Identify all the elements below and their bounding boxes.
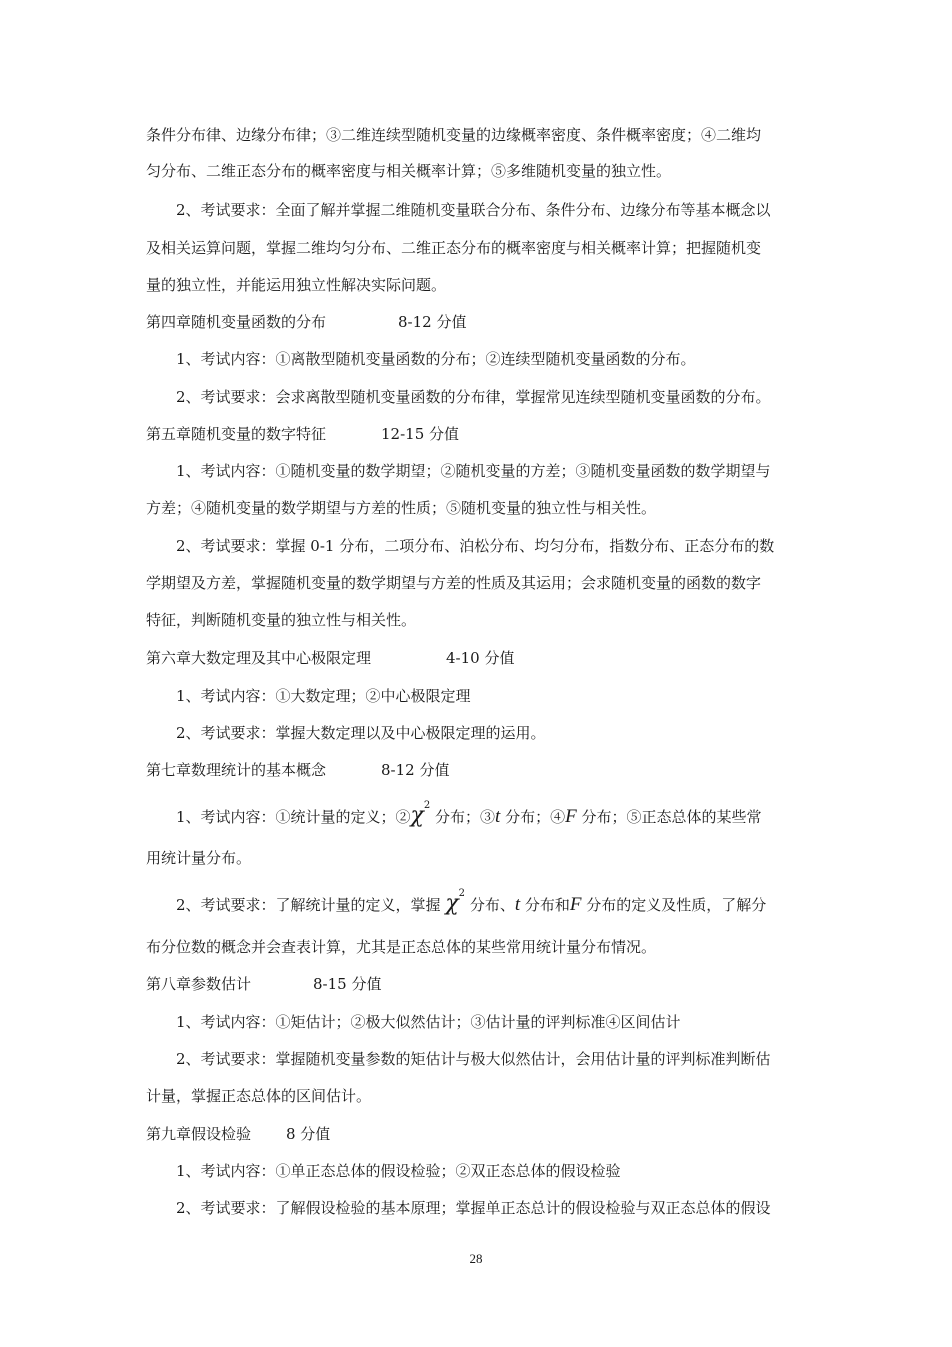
text-segment: 分布；④ <box>500 808 566 826</box>
body-line: 学期望及方差，掌握随机变量的数学期望与方差的性质及其运用；会求随机变量的函数的数字 <box>146 574 762 592</box>
body-line: 特征，判断随机变量的独立性与相关性。 <box>146 611 417 629</box>
text-segment: 分布的定义及性质，了解分 <box>581 896 767 914</box>
body-line: 布分位数的概念并会查表计算，尤其是正态总体的某些常用统计量分布情况。 <box>146 938 657 956</box>
body-line: 1、考试内容：①矩估计；②极大似然估计；③估计量的评判标准④区间估计 <box>176 1013 681 1031</box>
text-segment: 分布、 <box>465 896 515 914</box>
body-line: 2、考试要求：掌握 0-1 分布，二项分布、泊松分布、均匀分布，指数分布、正态分布的数 <box>176 537 775 555</box>
chapter-9-score: 8 分值 <box>286 1125 331 1143</box>
chi-symbol: χ <box>445 891 459 916</box>
body-line: 方差；④随机变量的数学期望与方差的性质；⑤随机变量的独立性与相关性。 <box>146 499 657 517</box>
body-line: 2、考试要求：掌握随机变量参数的矩估计与极大似然估计，会用估计量的评判标准判断估 <box>176 1050 771 1068</box>
body-line: 1、考试内容：①随机变量的数学期望；②随机变量的方差；③随机变量函数的数学期望与 <box>176 462 771 480</box>
chapter-4-title: 第四章随机变量函数的分布 <box>146 313 327 331</box>
body-line: 用统计量分布。 <box>146 849 252 867</box>
superscript: 2 <box>458 888 466 899</box>
text-segment: 分布；⑤正态总体的某些常 <box>576 808 762 826</box>
chapter-6-title: 第六章大数定理及其中心极限定理 <box>146 649 372 667</box>
body-line: 计量，掌握正态总体的区间估计。 <box>146 1087 372 1105</box>
chapter-7-score: 8-12 分值 <box>381 761 450 779</box>
chapter-4-score: 8-12 分值 <box>398 313 467 331</box>
chapter-9-title: 第九章假设检验 <box>146 1125 252 1143</box>
body-line: 1、考试内容：①离散型随机变量函数的分布；②连续型随机变量函数的分布。 <box>176 350 696 368</box>
f-symbol: F <box>569 894 582 915</box>
body-line-with-formula <box>176 800 762 828</box>
chapter-5-score: 12-15 分值 <box>381 425 460 443</box>
body-line: 2、考试要求：全面了解并掌握二维随机变量联合分布、条件分布、边缘分布等基本概念以 <box>176 201 771 219</box>
body-line: 1、考试内容：①单正态总体的假设检验；②双正态总体的假设检验 <box>176 1162 621 1180</box>
f-symbol: F <box>565 806 577 827</box>
body-line-with-formula <box>176 888 767 916</box>
body-line: 2、考试要求：掌握大数定理以及中心极限定理的运用。 <box>176 724 546 742</box>
superscript: 2 <box>423 800 431 811</box>
body-line: 条件分布律、边缘分布律；③二维连续型随机变量的边缘概率密度、条件概率密度；④二维均 <box>146 126 762 144</box>
body-line: 2、考试要求：会求离散型随机变量函数的分布律，掌握常见连续型随机变量函数的分布。 <box>176 388 771 406</box>
text-segment: 分布；③ <box>430 808 496 826</box>
text-segment: 2、考试要求：了解统计量的定义，掌握 <box>176 896 446 914</box>
body-line: 匀分布、二维正态分布的概率密度与相关概率计算；⑤多维随机变量的独立性。 <box>146 162 672 180</box>
chapter-8-score: 8-15 分值 <box>313 975 382 993</box>
chapter-6-score: 4-10 分值 <box>446 649 515 667</box>
chapter-5-title: 第五章随机变量的数字特征 <box>146 425 327 443</box>
t-symbol: t <box>514 894 521 915</box>
t-symbol: t <box>495 806 501 827</box>
chi-symbol: χ <box>410 803 424 828</box>
page-number: 28 <box>469 1251 483 1266</box>
text-segment: 1、考试内容：①统计量的定义；② <box>176 808 411 826</box>
body-line: 量的独立性，并能运用独立性解决实际问题。 <box>146 276 447 294</box>
body-line: 及相关运算问题，掌握二维均匀分布、二维正态分布的概率密度与相关概率计算；把握随机变 <box>146 239 762 257</box>
chapter-7-title: 第七章数理统计的基本概念 <box>146 761 327 779</box>
body-line: 1、考试内容：①大数定理；②中心极限定理 <box>176 687 471 705</box>
chapter-8-title: 第八章参数估计 <box>146 975 252 993</box>
text-segment: 分布和 <box>520 896 570 914</box>
body-line: 2、考试要求：了解假设检验的基本原理；掌握单正态总计的假设检验与双正态总体的假设 <box>176 1199 771 1217</box>
